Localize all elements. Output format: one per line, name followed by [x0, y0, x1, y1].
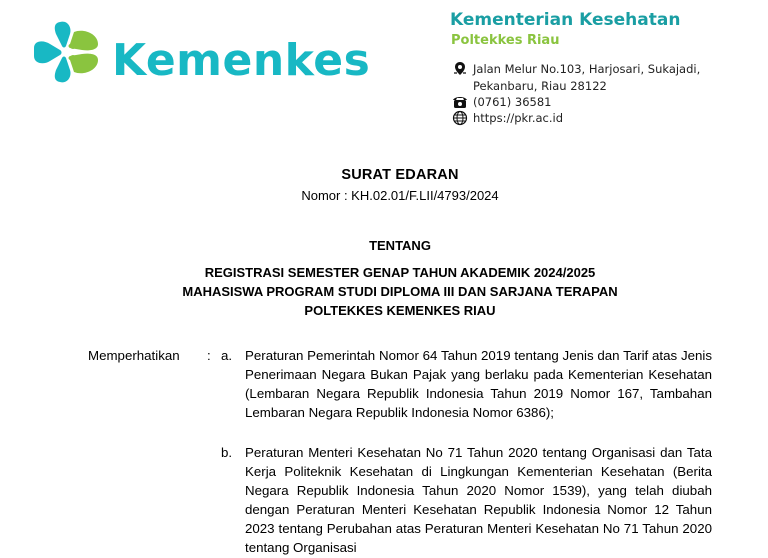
label-colon: : [207, 348, 211, 363]
considering-label: Memperhatikan [88, 348, 180, 363]
list-item-marker: b. [221, 445, 233, 460]
subject-line-2: MAHASISWA PROGRAM STUDI DIPLOMA III DAN SARJANA TERAPAN [182, 284, 618, 299]
organization-subname: Poltekkes Riau [451, 33, 560, 48]
list-item-marker: a. [221, 348, 233, 363]
brand-wordmark: Kemenkes [112, 35, 371, 86]
letter-title: SURAT EDARAN [341, 167, 459, 183]
list-item-text: Peraturan Pemerintah Nomor 64 Tahun 2019 tentang Jenis dan Tarif atas Jenis Penerimaan Negara Bukan Pajak yang berlaku pada Kementerian Kesehatan (Lembaran Negara Republik Indonesia Tahun 2019 Nomor 167, Tambahan Lembaran Negara Republik Indonesia Nomor 6386); [245, 348, 712, 421]
list-item-text: Peraturan Menteri Kesehatan No 71 Tahun 2020 tentang Organisasi dan Tata Kerja Politeknik Kesehatan di Lingkungan Kementerian Kesehatan (Berita Negara Republik Indonesia Tahun 2020 Nomor 1539), yang telah diubah dengan Peraturan Menteri Kesehatan Republik Indonesia Nomor 12 Tahun 2023 tentang Perubahan atas Peraturan Menteri Kesehatan No 71 Tahun 2020 tentang Organisasi [245, 445, 712, 556]
subject-line-3: POLTEKKES KEMENKES RIAU [304, 303, 496, 318]
letter-about-heading: TENTANG [369, 238, 431, 253]
address-line-2 [473, 78, 607, 95]
website-line [452, 110, 563, 127]
phone-text: (0761) 36581 [473, 95, 552, 109]
letter-number: Nomor : KH.02.01/F.LII/4793/2024 [301, 188, 499, 203]
subject-line-1: REGISTRASI SEMESTER GENAP TAHUN AKADEMIK 2024/2025 [204, 265, 596, 280]
kemenkes-logo-icon [30, 20, 102, 84]
location-pin-icon [452, 61, 468, 77]
address-text-1: Jalan Melur No.103, Harjosari, Sukajadi, [473, 62, 701, 76]
globe-icon [452, 110, 468, 126]
phone-line [452, 94, 551, 111]
address-text-2: Pekanbaru, Riau 28122 [473, 79, 607, 93]
phone-icon [452, 94, 468, 110]
letter-subject [0, 263, 768, 320]
website-text[interactable]: https://pkr.ac.id [473, 111, 564, 125]
address-line-1 [452, 61, 700, 78]
organization-name: Kementerian Kesehatan [450, 10, 681, 30]
